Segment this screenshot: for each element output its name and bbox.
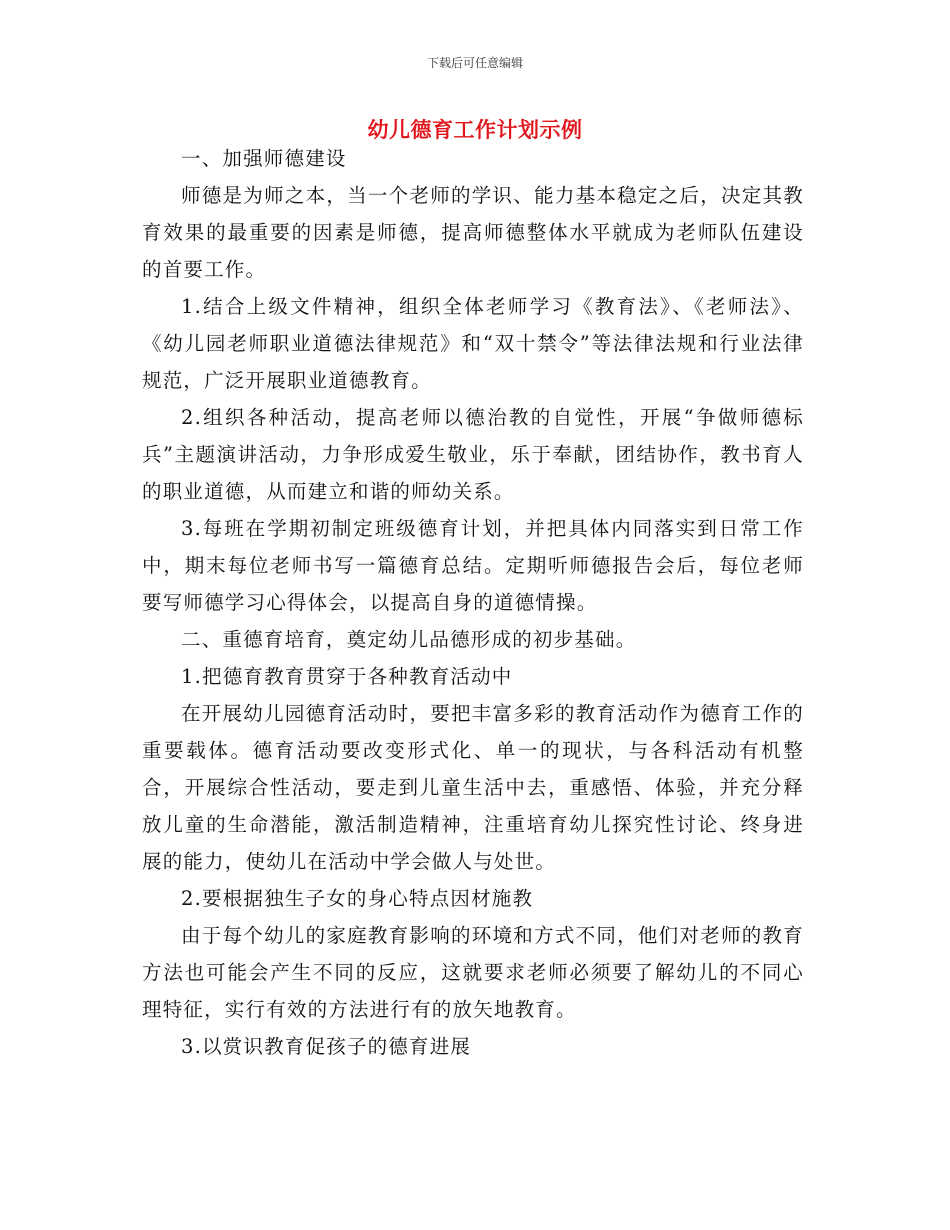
paragraph: 二、重德育培育，奠定幼儿品德形成的初步基础。 xyxy=(181,628,637,651)
paragraph: 师德是为师之本，当一个老师的学识、能力基本稳定之后，决定其教育效果的最重要的因素是师德，提高师德整体水平就成为老师队伍建设的首要工作。 xyxy=(142,184,804,281)
paragraph: 2.要根据独生子女的身心特点因材施教 xyxy=(181,887,534,910)
header-note: 下载后可任意编辑 xyxy=(426,56,523,70)
document-body xyxy=(142,140,804,1065)
paragraph: 3.每班在学期初制定班级德育计划，并把具体内同落实到日常工作中，期末每位老师书写一篇德育总结。定期听师德报告会后，每位老师要写师德学习心得体会，以提高自身的道德情操。 xyxy=(142,517,804,614)
paragraph: 2.组织各种活动，提高老师以德治教的自觉性，开展“争做师德标兵”主题演讲活动，力争形成爱生敬业，乐于奉献，团结协作，教书育人的职业道德，从而建立和谐的师幼关系。 xyxy=(142,406,804,503)
paragraph: 1.结合上级文件精神，组织全体老师学习《教育法》、《老师法》、《幼儿园老师职业道德法律规范》和“双十禁令”等法律法规和行业法律规范，广泛开展职业道德教育。 xyxy=(142,295,804,392)
paragraph: 在开展幼儿园德育活动时，要把丰富多彩的教育活动作为德育工作的重要载体。德育活动要改变形式化、单一的现状，与各科活动有机整合，开展综合性活动，要走到儿童生活中去，重感悟、体验，并充分释放儿童的生命潜能，激活制造精神，注重培育幼儿探究性讨论、终身进展的能力，使幼儿在活动中学会做人与处世。 xyxy=(142,702,804,873)
paragraph: 由于每个幼儿的家庭教育影响的环境和方式不同，他们对老师的教育方法也可能会产生不同的反应，这就要求老师必须要了解幼儿的不同心理特征，实行有效的方法进行有的放矢地教育。 xyxy=(142,924,804,1021)
paragraph: 一、加强师德建设 xyxy=(181,147,347,170)
document-title: 幼儿德育工作计划示例 xyxy=(367,118,583,142)
paragraph: 1.把德育教育贯穿于各种教育活动中 xyxy=(181,665,513,688)
paragraph: 3.以赏识教育促孩子的德育进展 xyxy=(181,1035,472,1058)
